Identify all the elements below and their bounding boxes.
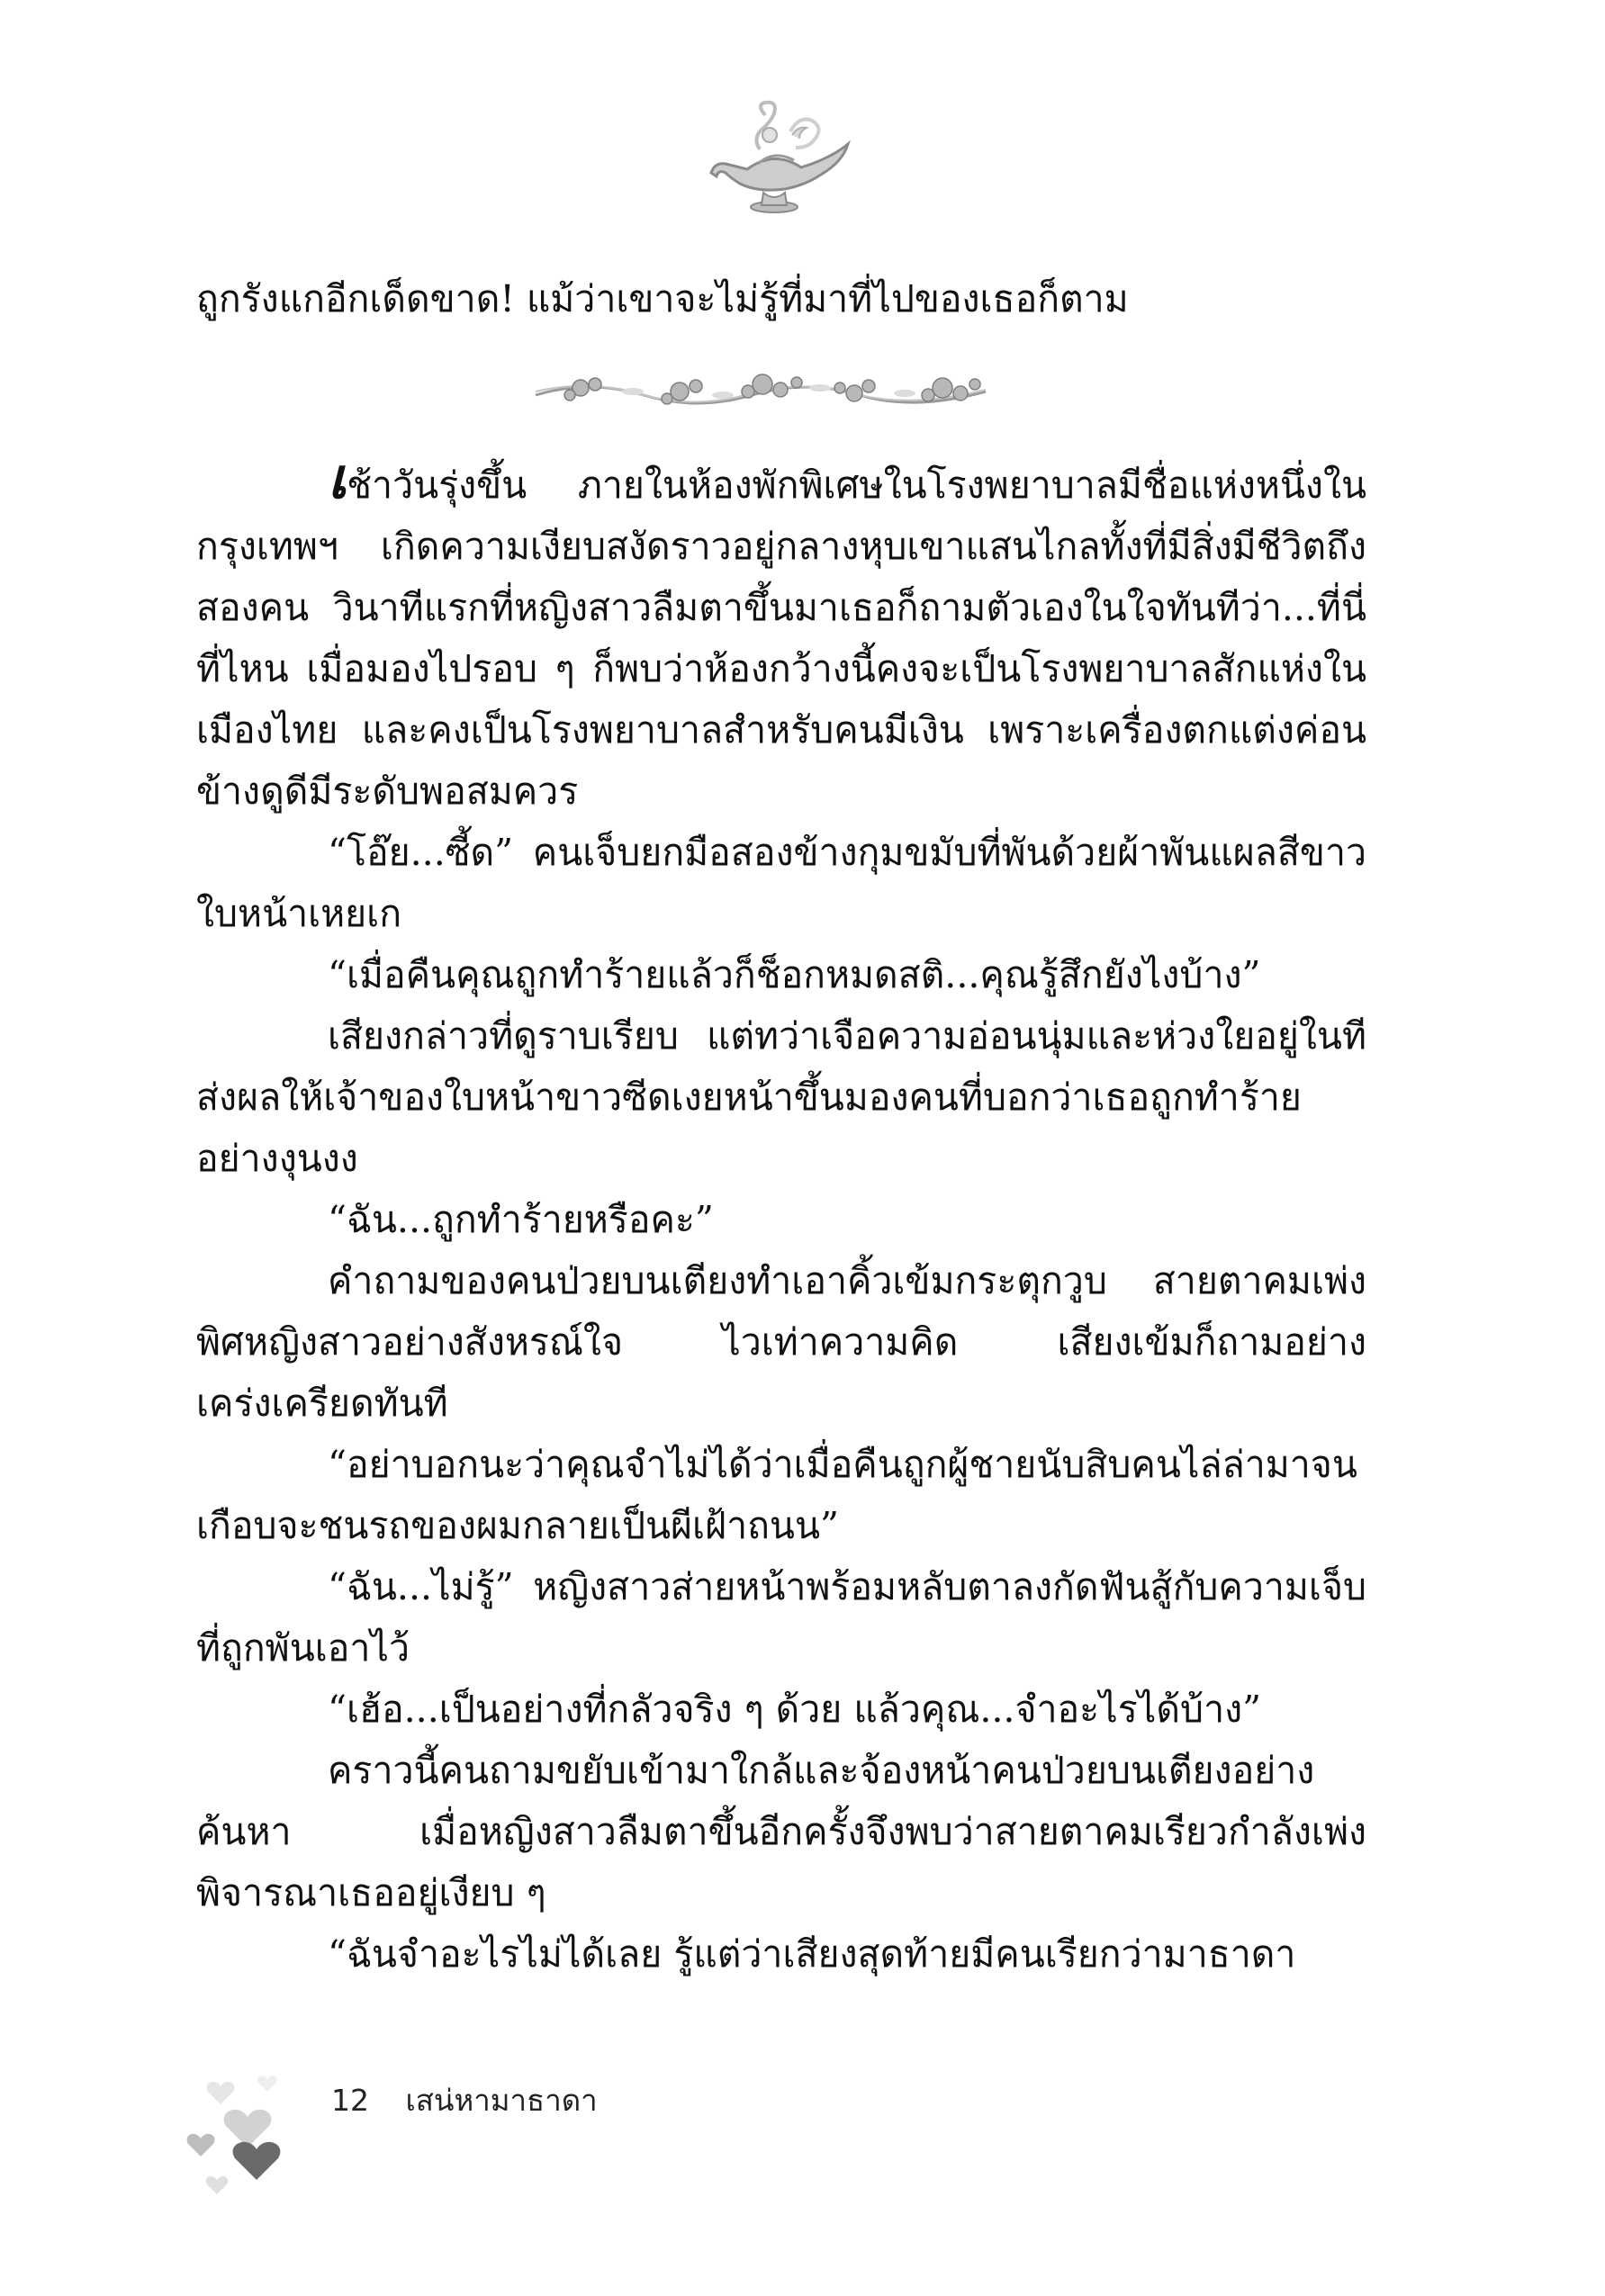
paragraph-11: “ฉันจำอะไรไม่ได้เลย รู้แต่ว่าเสียงสุดท้ายมีคนเรียกว่ามาธาดา: [328, 1932, 1296, 1976]
main-text: [196, 446, 1366, 1985]
paragraph-10: คราวนี้คนถามขยับเข้ามาใกล้และจ้องหน้าคนป่วยบนเตียงอย่างค้นหา เมื่อหญิงสาวลืมตาขึ้นอีกครั้งจึงพบว่าสายตาคมเรียวกำลังเพ่งพิจารณาเธออยู่เงียบ ๆ: [196, 1749, 1366, 1914]
paragraph-9: “เฮ้อ...เป็นอย่างที่กลัวจริง ๆ ด้วย แล้วคุณ...จำอะไรได้บ้าง”: [328, 1688, 1262, 1731]
paragraph-4: เสียงกล่าวที่ดูราบเรียบ แต่ทว่าเจือความอ่อนนุ่มและห่วงใยอยู่ในที ส่งผลให้เจ้าของใบหน้าขาวซีดเงยหน้าขึ้นมองคนที่บอกว่าเธอถูกทำร้ายอย่างงุนงง: [196, 1014, 1366, 1180]
page-footer: [331, 2076, 598, 2124]
page-number: 12: [331, 2083, 369, 2118]
drop-cap: เ: [328, 446, 347, 511]
paragraph-6: คำถามของคนป่วยบนเตียงทำเอาคิ้วเข้มกระตุกวูบ สายตาคมเพ่งพิศหญิงสาวอย่างสังหรณ์ใจ ไวเท่าความคิด เสียงเข้มก็ถามอย่างเคร่งเครียดทันที: [196, 1259, 1366, 1425]
genie-lamp-icon: [702, 99, 855, 234]
paragraph-8: “ฉัน...ไม่รู้” หญิงสาวส่ายหน้าพร้อมหลับตาลงกัดฟันสู้กับความเจ็บที่ถูกพันเอาไว้: [196, 1565, 1366, 1670]
paragraph-3: “เมื่อคืนคุณถูกทำร้ายแล้วก็ช็อกหมดสติ...คุณรู้สึกยังไงบ้าง”: [328, 953, 1261, 996]
paragraph-1: เช้าวันรุ่งขึ้น ภายในห้องพักพิเศษในโรงพยาบาลมีชื่อแห่งหนึ่งในกรุงเทพฯ เกิดความเงียบสงัดราวอยู่กลางหุบเขาแสนไกลทั้งที่มีสิ่งมีชีวิตถึงสองคน วินาทีแรกที่หญิงสาวลืมตาขึ้นมาเธอก็ถามตัวเองในใจทันทีว่า...ที่นี่ที่ไหน เมื่อมองไปรอบ ๆ ก็พบว่าห้องกว้างนี้คงจะเป็นโรงพยาบาลสักแห่งในเมืองไทย และคงเป็นโรงพยาบาลสำหรับคนมีเงิน เพราะเครื่องตกแต่งค่อนข้างดูดีมีระดับพอสมควร: [196, 446, 1366, 813]
paragraph-5: “ฉัน...ถูกทำร้ายหรือคะ”: [328, 1198, 714, 1241]
intro-line: ถูกรังแกอีกเด็ดขาด! แม้ว่าเขาจะไม่รู้ที่มาที่ไปของเธอก็ตาม: [196, 277, 1129, 320]
floral-divider-icon: [527, 365, 995, 419]
book-title: เสน่หามาธาดา: [405, 2083, 598, 2118]
paragraph-7: “อย่าบอกนะว่าคุณจำไม่ได้ว่าเมื่อคืนถูกผู้ชายนับสิบคนไล่ล่ามาจนเกือบจะชนรถของผมกลายเป็นผีเฝ้าถนน”: [196, 1443, 1357, 1547]
hearts-icon: [185, 2061, 320, 2205]
paragraph-2: “โอ๊ย...ซี้ด” คนเจ็บยกมือสองข้างกุมขมับที่พันด้วยผ้าพันแผลสีขาว ใบหน้าเหยเก: [196, 831, 1366, 935]
